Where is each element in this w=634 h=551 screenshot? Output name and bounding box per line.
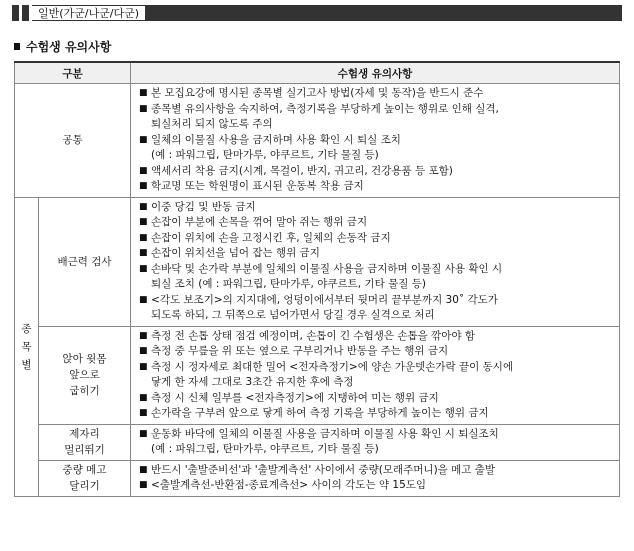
rule-text: 측정 시 정자세로 최대한 밀어 <전자측정기>에 양손 가운뎃손가락 끝이 동시에	[151, 360, 514, 373]
rule-continuation: 되도록 하되, 그 뒤쪽으로 넘어가면서 당길 경우 실격으로 처리	[151, 309, 435, 321]
square-bullet-icon: ■	[139, 103, 148, 114]
rule-text: 운동화 바닥에 일체의 이물질 사용을 금지하며 이물질 사용 확인 시 퇴실조치	[151, 427, 499, 440]
category-line: 공통	[62, 134, 83, 147]
group-char: 별	[21, 358, 32, 371]
square-bullet-icon: ■	[139, 248, 148, 258]
rule-item	[139, 164, 615, 180]
rules-table	[14, 61, 620, 497]
section-title-text: 수험생 유의사항	[26, 40, 112, 54]
rule-item	[139, 179, 615, 195]
square-bullet-icon: ■	[139, 181, 148, 191]
row-category	[39, 326, 131, 424]
rule-text: 측정 중 무릎을 위 또는 옆으로 구부리거나 반동을 주는 행위 금지	[151, 345, 449, 357]
row-rules	[131, 424, 620, 460]
row-category	[39, 460, 131, 496]
category-line: 앞으로	[69, 369, 100, 381]
square-bullet-icon: ■	[139, 201, 148, 212]
category-line: 달리기	[69, 480, 100, 492]
rule-item	[139, 427, 615, 443]
rule-item	[139, 200, 615, 216]
category-line: 제자리	[69, 428, 100, 440]
group-char: 종	[21, 322, 32, 335]
rule-item	[139, 329, 615, 345]
rule-item	[139, 406, 615, 422]
rule-item	[139, 293, 615, 309]
square-bullet-icon: ■	[139, 330, 148, 341]
row-category	[39, 424, 131, 460]
rule-item	[139, 391, 615, 407]
rule-item	[139, 344, 615, 360]
table-row	[15, 326, 620, 424]
square-bullet-icon: ■	[139, 294, 148, 305]
square-bullet-icon: ■	[139, 263, 148, 274]
square-bullet-icon	[14, 43, 20, 50]
row-category	[39, 197, 131, 326]
rule-item	[139, 86, 615, 102]
rule-text: 학교명 또는 학원명이 표시된 운동복 착용 금지	[151, 180, 364, 192]
rule-text: 일체의 이물질 사용을 금지하며 사용 확인 시 퇴실 조치	[151, 133, 401, 146]
table-row	[15, 84, 620, 198]
group-label	[15, 197, 39, 496]
rule-text: 액세서리 착용 금지(시계, 목걸이, 반지, 귀고리, 건강용품 등 포함)	[151, 164, 453, 177]
row-rules	[131, 460, 620, 496]
rule-text: 종목별 유의사항을 숙지하여, 측정기록을 부당하게 높이는 행위로 인해 실격,	[151, 102, 499, 115]
rule-item	[139, 231, 615, 247]
category-line: 굽히기	[69, 385, 100, 397]
rule-item	[139, 262, 615, 278]
square-bullet-icon: ■	[139, 88, 148, 98]
rule-text: 측정 전 손톱 상태 점검 예정이며, 손톱이 긴 수험생은 손톱을 깎아야 함	[151, 329, 476, 342]
rule-item	[139, 360, 615, 376]
rule-text: 손잡이 위치선을 넘어 잡는 행위 금지	[151, 247, 320, 259]
square-bullet-icon: ■	[139, 165, 148, 176]
table-row	[15, 424, 620, 460]
header-category: 구분	[15, 62, 131, 84]
rule-continuation: 퇴실처리 되지 않도록 주의	[151, 118, 273, 130]
rule-item	[139, 102, 615, 118]
rule-continuation: 퇴실 조치 (예 : 파워그립, 탄마가루, 야쿠르트, 기타 물질 등)	[151, 278, 426, 290]
square-bullet-icon: ■	[139, 232, 148, 243]
rule-text: 이중 당김 및 반동 금지	[151, 200, 256, 213]
square-bullet-icon: ■	[139, 392, 148, 403]
category-banner	[12, 5, 622, 21]
rule-continuation: (예 : 파워그립, 탄마가루, 야쿠르트, 기타 물질 등)	[151, 443, 379, 455]
rule-text: 손바닥 및 손가락 부분에 일체의 이물질 사용을 금지하며 이물질 사용 확인 시	[151, 262, 503, 275]
category-line: 중량 메고	[62, 464, 107, 476]
rule-item	[139, 463, 615, 479]
rule-text: 손잡이 위치에 손을 고정시킨 후, 일체의 손동작 금지	[151, 231, 391, 244]
square-bullet-icon: ■	[139, 361, 148, 372]
rule-text: 측정 시 신체 일부를 <전자측정기>에 지탱하여 미는 행위 금지	[151, 391, 439, 404]
rule-text: 반드시 '출발준비선'과 '출발계측선' 사이에서 중량(모래주머니)을 메고 출발	[151, 463, 496, 476]
rule-item	[139, 246, 615, 262]
category-line: 앉아 윗몸	[62, 353, 107, 365]
rule-text: <출발계측선-반환점-종료계측선> 사이의 각도는 약 15도임	[151, 479, 427, 491]
rule-continuation: 닿게 한 자세 그대로 3초간 유지한 후에 측정	[151, 376, 354, 388]
rule-text: 손잡이 부분에 손목을 꺾어 말아 쥐는 행위 금지	[151, 216, 368, 228]
banner-label: 일반(가군/나군/다군)	[32, 5, 145, 21]
rule-text: 손가락을 구부려 앞으로 닿게 하여 측정 기록을 부당하게 높이는 행위 금지	[151, 407, 489, 419]
rule-item	[139, 215, 615, 231]
rule-item	[139, 133, 615, 149]
section-title	[14, 39, 111, 55]
category-line: 멀리뛰기	[64, 444, 105, 456]
table-row	[15, 460, 620, 496]
group-char: 목	[21, 340, 32, 353]
square-bullet-icon: ■	[139, 134, 148, 145]
rule-text: 본 모집요강에 명시된 종목별 실기고사 방법(자세 및 동작)을 반드시 준수	[151, 87, 484, 99]
banner-square-2	[22, 5, 29, 21]
square-bullet-icon: ■	[139, 480, 148, 490]
table-row	[15, 197, 620, 326]
square-bullet-icon: ■	[139, 464, 148, 475]
row-rules	[131, 84, 620, 198]
row-rules	[131, 326, 620, 424]
header-rules: 수험생 유의사항	[131, 62, 620, 84]
square-bullet-icon: ■	[139, 408, 148, 418]
square-bullet-icon: ■	[139, 217, 148, 227]
rule-continuation: (예 : 파워그립, 탄마가루, 야쿠르트, 기타 물질 등)	[151, 149, 379, 161]
rule-item	[139, 478, 615, 494]
table-header-row	[15, 62, 620, 84]
banner-bar	[145, 5, 622, 21]
rule-text: <각도 보조기>의 지지대에, 엉덩이에서부터 뒷머리 끝부분까지 30˚ 각도가	[151, 293, 498, 306]
square-bullet-icon: ■	[139, 346, 148, 356]
row-category	[15, 84, 131, 198]
category-line: 배근력 검사	[57, 255, 112, 268]
square-bullet-icon: ■	[139, 428, 148, 439]
row-rules	[131, 197, 620, 326]
banner-square-1	[12, 5, 19, 21]
